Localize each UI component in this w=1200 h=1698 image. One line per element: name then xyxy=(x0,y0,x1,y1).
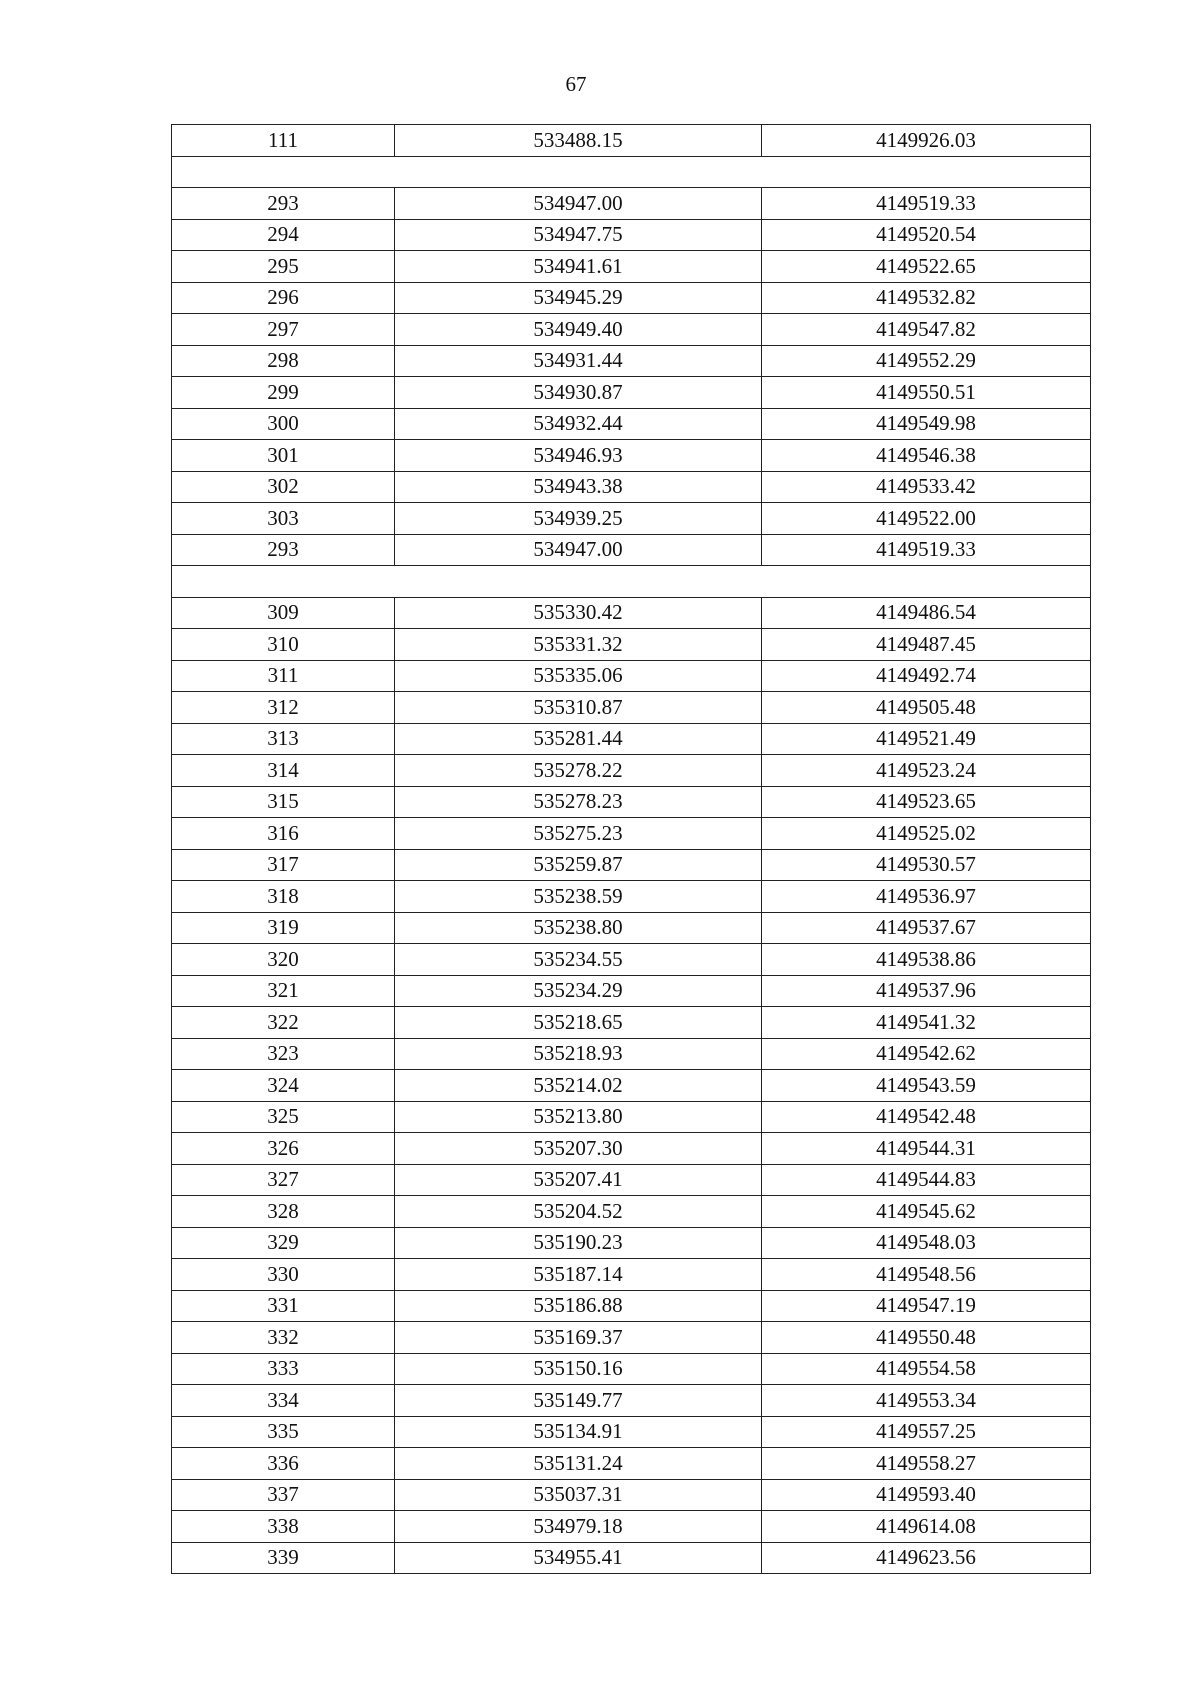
point-number-cell: 300 xyxy=(172,408,395,440)
x-coordinate-cell: 535134.91 xyxy=(395,1416,762,1448)
table-row xyxy=(172,818,1091,850)
y-coordinate-cell: 4149548.03 xyxy=(762,1227,1091,1259)
point-number-cell: 320 xyxy=(172,944,395,976)
table-row xyxy=(172,125,1091,157)
y-coordinate-cell: 4149521.49 xyxy=(762,723,1091,755)
table-row xyxy=(172,1448,1091,1480)
y-coordinate-cell: 4149546.38 xyxy=(762,440,1091,472)
y-coordinate-cell: 4149536.97 xyxy=(762,881,1091,913)
x-coordinate-cell: 535187.14 xyxy=(395,1259,762,1291)
table-row xyxy=(172,723,1091,755)
x-coordinate-cell: 535204.52 xyxy=(395,1196,762,1228)
separator-cell xyxy=(172,156,1091,188)
y-coordinate-cell: 4149542.48 xyxy=(762,1101,1091,1133)
point-number-cell: 325 xyxy=(172,1101,395,1133)
y-coordinate-cell: 4149550.51 xyxy=(762,377,1091,409)
y-coordinate-cell: 4149532.82 xyxy=(762,282,1091,314)
point-number-cell: 331 xyxy=(172,1290,395,1322)
point-number-cell: 334 xyxy=(172,1385,395,1417)
x-coordinate-cell: 535330.42 xyxy=(395,597,762,629)
x-coordinate-cell: 535150.16 xyxy=(395,1353,762,1385)
table-row xyxy=(172,1385,1091,1417)
x-coordinate-cell: 535234.55 xyxy=(395,944,762,976)
point-number-cell: 315 xyxy=(172,786,395,818)
x-coordinate-cell: 535234.29 xyxy=(395,975,762,1007)
point-number-cell: 321 xyxy=(172,975,395,1007)
table-row xyxy=(172,408,1091,440)
table-row xyxy=(172,912,1091,944)
page-number: 67 xyxy=(565,72,587,96)
point-number-cell: 335 xyxy=(172,1416,395,1448)
table-row xyxy=(172,975,1091,1007)
table-row xyxy=(172,1479,1091,1511)
point-number-cell: 314 xyxy=(172,755,395,787)
y-coordinate-cell: 4149544.83 xyxy=(762,1164,1091,1196)
table-row xyxy=(172,1542,1091,1574)
x-coordinate-cell: 535207.30 xyxy=(395,1133,762,1165)
coordinates-table-body xyxy=(172,125,1091,1574)
x-coordinate-cell: 534941.61 xyxy=(395,251,762,283)
y-coordinate-cell: 4149486.54 xyxy=(762,597,1091,629)
x-coordinate-cell: 535169.37 xyxy=(395,1322,762,1354)
point-number-cell: 330 xyxy=(172,1259,395,1291)
y-coordinate-cell: 4149558.27 xyxy=(762,1448,1091,1480)
point-number-cell: 312 xyxy=(172,692,395,724)
y-coordinate-cell: 4149505.48 xyxy=(762,692,1091,724)
y-coordinate-cell: 4149519.33 xyxy=(762,534,1091,566)
table-row xyxy=(172,377,1091,409)
x-coordinate-cell: 535213.80 xyxy=(395,1101,762,1133)
point-number-cell: 299 xyxy=(172,377,395,409)
x-coordinate-cell: 535218.93 xyxy=(395,1038,762,1070)
table-row xyxy=(172,471,1091,503)
point-number-cell: 298 xyxy=(172,345,395,377)
x-coordinate-cell: 535310.87 xyxy=(395,692,762,724)
separator-row xyxy=(172,566,1091,598)
point-number-cell: 319 xyxy=(172,912,395,944)
y-coordinate-cell: 4149537.96 xyxy=(762,975,1091,1007)
table-row xyxy=(172,219,1091,251)
x-coordinate-cell: 535238.59 xyxy=(395,881,762,913)
point-number-cell: 311 xyxy=(172,660,395,692)
y-coordinate-cell: 4149541.32 xyxy=(762,1007,1091,1039)
x-coordinate-cell: 535278.23 xyxy=(395,786,762,818)
x-coordinate-cell: 535037.31 xyxy=(395,1479,762,1511)
point-number-cell: 322 xyxy=(172,1007,395,1039)
table-row xyxy=(172,1322,1091,1354)
point-number-cell: 293 xyxy=(172,534,395,566)
table-row xyxy=(172,786,1091,818)
separator-row xyxy=(172,156,1091,188)
y-coordinate-cell: 4149543.59 xyxy=(762,1070,1091,1102)
table-row xyxy=(172,755,1091,787)
y-coordinate-cell: 4149537.67 xyxy=(762,912,1091,944)
table-row xyxy=(172,1164,1091,1196)
x-coordinate-cell: 534947.00 xyxy=(395,188,762,220)
y-coordinate-cell: 4149487.45 xyxy=(762,629,1091,661)
x-coordinate-cell: 535131.24 xyxy=(395,1448,762,1480)
x-coordinate-cell: 533488.15 xyxy=(395,125,762,157)
y-coordinate-cell: 4149552.29 xyxy=(762,345,1091,377)
x-coordinate-cell: 534946.93 xyxy=(395,440,762,472)
y-coordinate-cell: 4149593.40 xyxy=(762,1479,1091,1511)
y-coordinate-cell: 4149548.56 xyxy=(762,1259,1091,1291)
x-coordinate-cell: 534979.18 xyxy=(395,1511,762,1543)
table-row xyxy=(172,1353,1091,1385)
point-number-cell: 297 xyxy=(172,314,395,346)
y-coordinate-cell: 4149547.82 xyxy=(762,314,1091,346)
point-number-cell: 309 xyxy=(172,597,395,629)
point-number-cell: 326 xyxy=(172,1133,395,1165)
y-coordinate-cell: 4149520.54 xyxy=(762,219,1091,251)
x-coordinate-cell: 534932.44 xyxy=(395,408,762,440)
x-coordinate-cell: 535218.65 xyxy=(395,1007,762,1039)
y-coordinate-cell: 4149538.86 xyxy=(762,944,1091,976)
y-coordinate-cell: 4149623.56 xyxy=(762,1542,1091,1574)
point-number-cell: 324 xyxy=(172,1070,395,1102)
y-coordinate-cell: 4149523.65 xyxy=(762,786,1091,818)
point-number-cell: 328 xyxy=(172,1196,395,1228)
y-coordinate-cell: 4149553.34 xyxy=(762,1385,1091,1417)
coordinates-table xyxy=(171,124,1091,1574)
table-row xyxy=(172,440,1091,472)
y-coordinate-cell: 4149547.19 xyxy=(762,1290,1091,1322)
x-coordinate-cell: 535207.41 xyxy=(395,1164,762,1196)
x-coordinate-cell: 534939.25 xyxy=(395,503,762,535)
y-coordinate-cell: 4149519.33 xyxy=(762,188,1091,220)
table-row xyxy=(172,188,1091,220)
x-coordinate-cell: 535278.22 xyxy=(395,755,762,787)
table-row xyxy=(172,660,1091,692)
table-row xyxy=(172,597,1091,629)
point-number-cell: 301 xyxy=(172,440,395,472)
y-coordinate-cell: 4149533.42 xyxy=(762,471,1091,503)
table-row xyxy=(172,282,1091,314)
table-row xyxy=(172,944,1091,976)
table-row xyxy=(172,629,1091,661)
separator-cell xyxy=(172,566,1091,598)
y-coordinate-cell: 4149554.58 xyxy=(762,1353,1091,1385)
y-coordinate-cell: 4149492.74 xyxy=(762,660,1091,692)
table-row xyxy=(172,692,1091,724)
y-coordinate-cell: 4149522.65 xyxy=(762,251,1091,283)
x-coordinate-cell: 534947.75 xyxy=(395,219,762,251)
point-number-cell: 327 xyxy=(172,1164,395,1196)
point-number-cell: 313 xyxy=(172,723,395,755)
point-number-cell: 303 xyxy=(172,503,395,535)
table-row xyxy=(172,1133,1091,1165)
table-row xyxy=(172,1101,1091,1133)
y-coordinate-cell: 4149545.62 xyxy=(762,1196,1091,1228)
table-row xyxy=(172,1038,1091,1070)
point-number-cell: 323 xyxy=(172,1038,395,1070)
point-number-cell: 316 xyxy=(172,818,395,850)
x-coordinate-cell: 535331.32 xyxy=(395,629,762,661)
y-coordinate-cell: 4149549.98 xyxy=(762,408,1091,440)
table-row xyxy=(172,345,1091,377)
x-coordinate-cell: 534949.40 xyxy=(395,314,762,346)
y-coordinate-cell: 4149542.62 xyxy=(762,1038,1091,1070)
table-row xyxy=(172,314,1091,346)
point-number-cell: 295 xyxy=(172,251,395,283)
table-row xyxy=(172,1290,1091,1322)
table-row xyxy=(172,1511,1091,1543)
x-coordinate-cell: 535214.02 xyxy=(395,1070,762,1102)
x-coordinate-cell: 535275.23 xyxy=(395,818,762,850)
y-coordinate-cell: 4149544.31 xyxy=(762,1133,1091,1165)
point-number-cell: 338 xyxy=(172,1511,395,1543)
x-coordinate-cell: 535238.80 xyxy=(395,912,762,944)
point-number-cell: 333 xyxy=(172,1353,395,1385)
point-number-cell: 339 xyxy=(172,1542,395,1574)
x-coordinate-cell: 534945.29 xyxy=(395,282,762,314)
point-number-cell: 336 xyxy=(172,1448,395,1480)
y-coordinate-cell: 4149614.08 xyxy=(762,1511,1091,1543)
x-coordinate-cell: 535259.87 xyxy=(395,849,762,881)
table-row xyxy=(172,534,1091,566)
table-row xyxy=(172,1007,1091,1039)
table-row xyxy=(172,503,1091,535)
point-number-cell: 318 xyxy=(172,881,395,913)
x-coordinate-cell: 535190.23 xyxy=(395,1227,762,1259)
table-row xyxy=(172,849,1091,881)
table-row xyxy=(172,1259,1091,1291)
x-coordinate-cell: 535335.06 xyxy=(395,660,762,692)
y-coordinate-cell: 4149523.24 xyxy=(762,755,1091,787)
y-coordinate-cell: 4149522.00 xyxy=(762,503,1091,535)
x-coordinate-cell: 534955.41 xyxy=(395,1542,762,1574)
table-row xyxy=(172,251,1091,283)
point-number-cell: 337 xyxy=(172,1479,395,1511)
y-coordinate-cell: 4149530.57 xyxy=(762,849,1091,881)
point-number-cell: 296 xyxy=(172,282,395,314)
y-coordinate-cell: 4149926.03 xyxy=(762,125,1091,157)
table-row xyxy=(172,1416,1091,1448)
x-coordinate-cell: 535149.77 xyxy=(395,1385,762,1417)
x-coordinate-cell: 534930.87 xyxy=(395,377,762,409)
y-coordinate-cell: 4149550.48 xyxy=(762,1322,1091,1354)
x-coordinate-cell: 535186.88 xyxy=(395,1290,762,1322)
point-number-cell: 302 xyxy=(172,471,395,503)
table-row xyxy=(172,1070,1091,1102)
point-number-cell: 310 xyxy=(172,629,395,661)
table-row xyxy=(172,1227,1091,1259)
point-number-cell: 293 xyxy=(172,188,395,220)
x-coordinate-cell: 534931.44 xyxy=(395,345,762,377)
x-coordinate-cell: 535281.44 xyxy=(395,723,762,755)
point-number-cell: 111 xyxy=(172,125,395,157)
y-coordinate-cell: 4149525.02 xyxy=(762,818,1091,850)
table-row xyxy=(172,1196,1091,1228)
point-number-cell: 317 xyxy=(172,849,395,881)
point-number-cell: 329 xyxy=(172,1227,395,1259)
point-number-cell: 332 xyxy=(172,1322,395,1354)
point-number-cell: 294 xyxy=(172,219,395,251)
table-row xyxy=(172,881,1091,913)
x-coordinate-cell: 534943.38 xyxy=(395,471,762,503)
y-coordinate-cell: 4149557.25 xyxy=(762,1416,1091,1448)
x-coordinate-cell: 534947.00 xyxy=(395,534,762,566)
